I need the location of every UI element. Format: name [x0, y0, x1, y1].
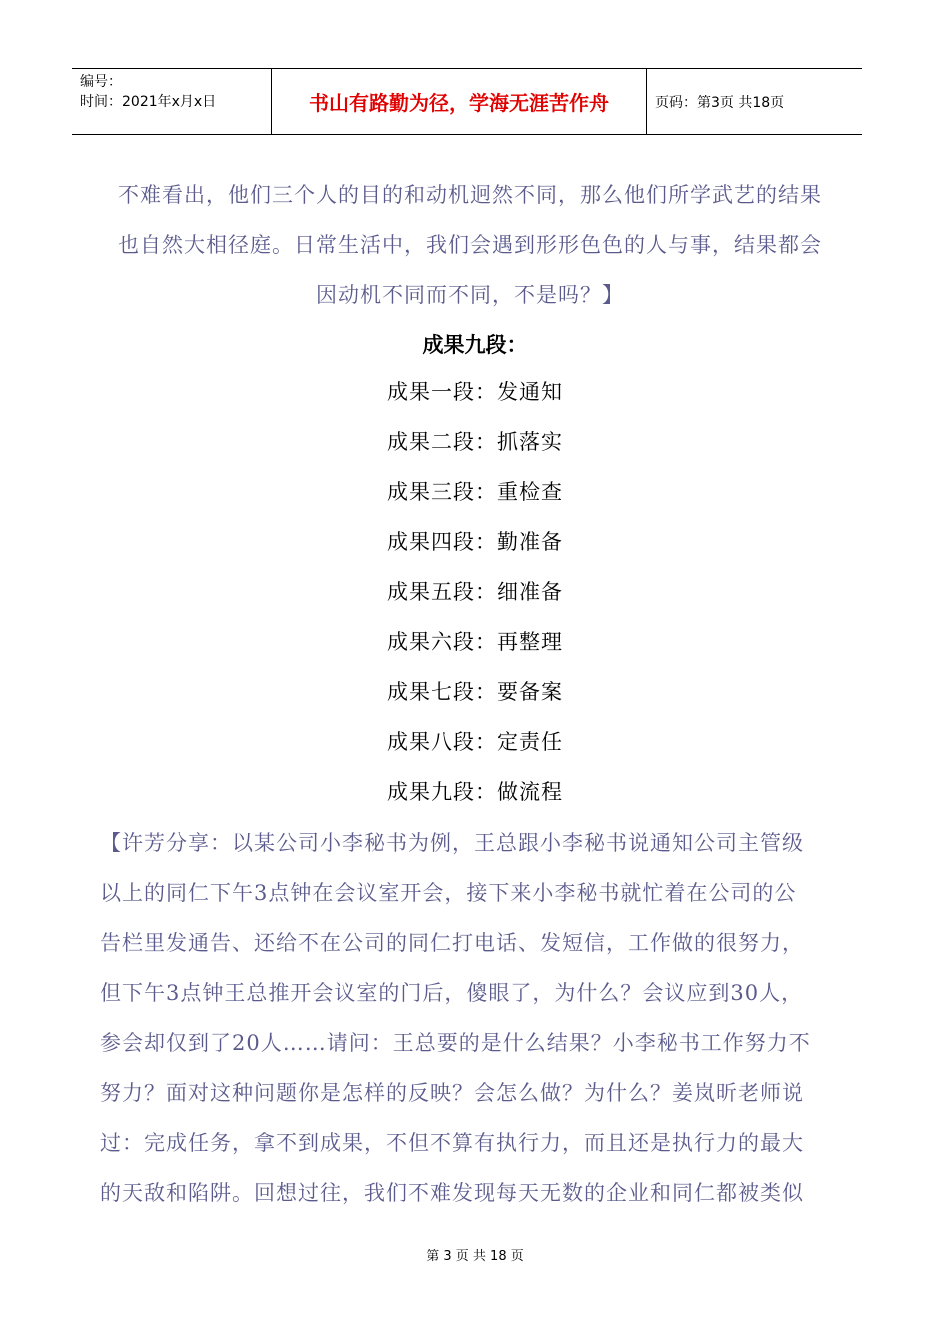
story-line: 的天敌和陷阱。回想过往，我们不难发现每天无数的企业和同仁都被类似 [100, 1181, 804, 1205]
story-line: 过：完成任务，拿不到成果，不但不算有执行力，而且还是执行力的最大 [100, 1131, 804, 1155]
header-meta [72, 69, 272, 134]
story-line: 努力？面对这种问题你是怎样的反映？会怎么做？为什么？姜岚昕老师说 [100, 1081, 804, 1105]
page-header [72, 68, 862, 135]
page-footer: 第 3 页 共 18 页 [426, 1249, 524, 1264]
story-line: 【许芳分享：以某公司小李秘书为例，王总跟小李秘书说通知公司主管级 [100, 831, 804, 855]
stage-item: 成果六段：再整理 [387, 630, 563, 654]
intro-line: 因动机不同而不同，不是吗？】 [316, 283, 624, 307]
intro-paragraph [100, 170, 840, 320]
stage-item: 成果一段：发通知 [387, 380, 563, 404]
story-line: 以上的同仁下午3点钟在会议室开会，接下来小李秘书就忙着在公司的公 [100, 881, 797, 905]
header-page-label: 页码：第3页 共18页 [655, 94, 785, 111]
stage-item: 成果三段：重检查 [387, 480, 563, 504]
time-label: 时间：2021年x月x日 [80, 94, 217, 110]
stage-item: 成果二段：抓落实 [387, 430, 563, 454]
intro-line: 也自然大相径庭。日常生活中，我们会遇到形形色色的人与事，结果都会 [118, 233, 822, 257]
story-line: 告栏里发通告、还给不在公司的同仁打电话、发短信，工作做的很努力， [100, 931, 804, 955]
stage-item: 成果九段：做流程 [387, 780, 563, 804]
number-label: 编号： [80, 74, 122, 90]
stage-item: 成果七段：要备案 [387, 680, 563, 704]
stage-list [0, 370, 950, 820]
story-line: 参会却仅到了20人……请问：王总要的是什么结果？小李秘书工作努力不 [100, 1031, 811, 1055]
stage-item: 成果四段：勤准备 [387, 530, 563, 554]
story-paragraph [100, 818, 840, 1218]
story-line: 但下午3点钟王总推开会议室的门后，傻眼了，为什么？会议应到30人， [100, 981, 804, 1005]
header-motto: 书山有路勤为径，学海无涯苦作舟 [272, 69, 647, 134]
intro-line: 不难看出，他们三个人的目的和动机迥然不同，那么他们所学武艺的结果 [118, 183, 822, 207]
stage-item: 成果五段：细准备 [387, 580, 563, 604]
section-title: 成果九段： [422, 332, 528, 357]
stage-item: 成果八段：定责任 [387, 730, 563, 754]
